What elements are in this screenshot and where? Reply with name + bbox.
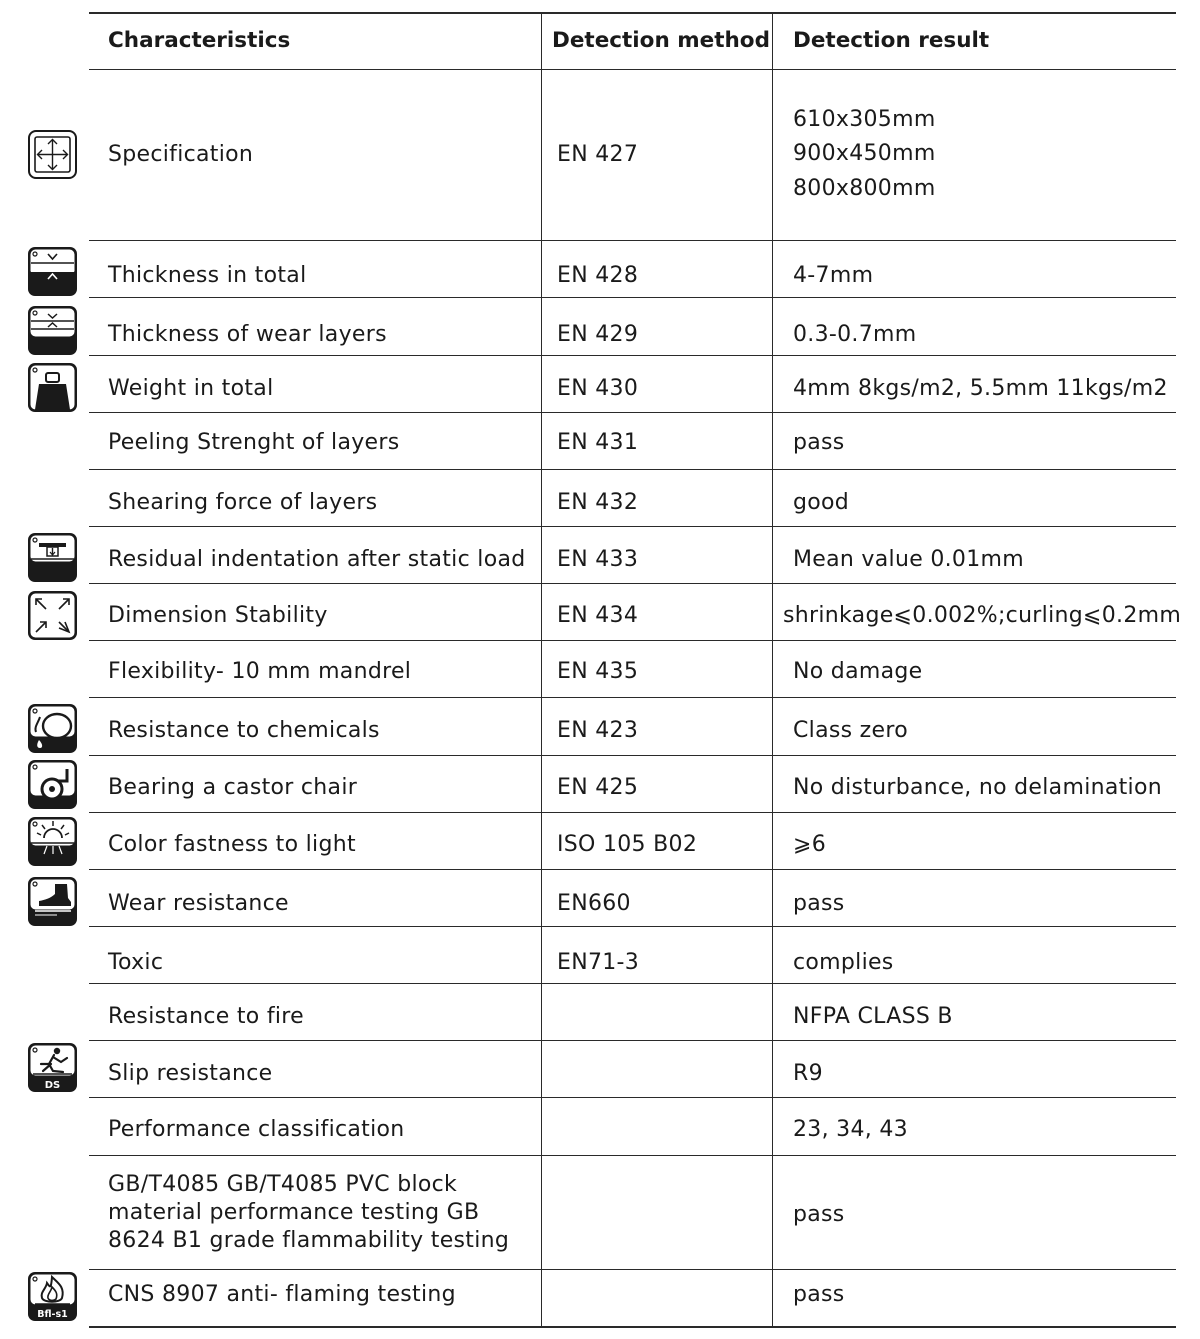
characteristic-cell: Thickness of wear layers [108, 322, 387, 347]
method-cell [557, 1045, 769, 1102]
characteristic-cell: GB/T4085 GB/T4085 PVC block material performance testing GB 8624 B1 grade flammability testing [108, 1172, 510, 1253]
method-cell [557, 1157, 769, 1269]
result-cell: R9 [793, 1061, 823, 1086]
size-arrows-icon [27, 129, 78, 180]
weight-icon [27, 362, 78, 413]
characteristic-cell: CNS 8907 anti- flaming testing [108, 1282, 456, 1307]
chemical-drop-icon [27, 703, 78, 754]
result-cell: 4mm 8kgs/m2, 5.5mm 11kgs/m2 [793, 376, 1168, 401]
result-cell [793, 69, 1173, 240]
result-cell: complies [793, 950, 894, 975]
header-characteristics: Characteristics [108, 28, 291, 53]
column-divider [772, 12, 773, 1328]
result-cell: Mean value 0.01mm [793, 547, 1024, 572]
method-cell: EN 427 [557, 142, 639, 167]
method-cell: EN 433 [557, 547, 639, 572]
result-line: 610x305mm [793, 106, 936, 132]
result-cell: pass [793, 1282, 845, 1307]
characteristic-cell: Resistance to chemicals [108, 718, 380, 743]
characteristic-cell: Specification [108, 142, 254, 167]
characteristic-cell: Bearing a castor chair [108, 775, 358, 800]
result-cell: 0.3-0.7mm [793, 322, 917, 347]
result-cell: good [793, 490, 850, 515]
method-cell: EN 432 [557, 490, 639, 515]
fire-badge-label: Bfl-s1 [37, 1309, 68, 1320]
result-line: 800x800mm [793, 175, 936, 201]
slip-badge-label: DS [44, 1080, 61, 1091]
method-cell: EN 435 [557, 659, 639, 684]
result-line: 900x450mm [793, 141, 936, 167]
method-cell [557, 1266, 769, 1323]
characteristic-cell: Resistance to fire [108, 1004, 304, 1029]
wear-layer-thickness-icon [27, 305, 78, 356]
column-divider [541, 12, 542, 1328]
method-cell: EN 434 [557, 603, 639, 628]
slip-resistance-icon [27, 1042, 78, 1093]
characteristic-cell: Shearing force of layers [108, 490, 378, 515]
result-cell: 4-7mm [793, 263, 874, 288]
result-cell: pass [793, 430, 845, 455]
header-detection-result: Detection result [793, 28, 990, 53]
header-detection-method: Detection method [552, 28, 770, 53]
method-cell: EN 423 [557, 718, 639, 743]
method-cell: ISO 105 B02 [557, 832, 698, 857]
result-cell: No damage [793, 659, 923, 684]
result-cell: Class zero [793, 718, 908, 743]
shoe-wear-icon [27, 876, 78, 927]
result-cell: ⩾6 [793, 832, 827, 857]
characteristic-cell: Thickness in total [108, 263, 307, 288]
method-cell [557, 1101, 769, 1158]
method-cell: EN 430 [557, 376, 639, 401]
characteristic-cell: Peeling Strenght of layers [108, 430, 400, 455]
result-cell: No disturbance, no delamination [793, 775, 1162, 800]
characteristic-cell: Toxic [108, 950, 164, 975]
row-rule [89, 240, 1176, 241]
method-cell: EN660 [557, 891, 631, 916]
result-cell: 23, 34, 43 [793, 1117, 908, 1142]
characteristic-cell: Dimension Stability [108, 603, 328, 628]
result-cell: NFPA CLASS B [793, 1004, 953, 1029]
method-cell [557, 988, 769, 1045]
sun-light-icon [27, 816, 78, 867]
characteristic-cell: Weight in total [108, 376, 274, 401]
result-cell: pass [793, 891, 845, 916]
characteristic-cell: Flexibility- 10 mm mandrel [108, 659, 412, 684]
method-cell: EN 431 [557, 430, 639, 455]
static-load-icon [27, 532, 78, 583]
fire-rating-icon [27, 1271, 78, 1322]
castor-chair-icon [27, 759, 78, 810]
result-cell: shrinkage⩽0.002%;curling⩽0.2mm [783, 603, 1182, 628]
method-cell: EN 429 [557, 322, 639, 347]
characteristic-cell: Slip resistance [108, 1061, 273, 1086]
characteristic-cell: Color fastness to light [108, 832, 356, 857]
characteristic-cell: Wear resistance [108, 891, 289, 916]
thickness-total-icon [27, 246, 78, 297]
dimension-stability-icon [27, 590, 78, 641]
table-bottom-rule [89, 1326, 1176, 1328]
method-cell: EN 428 [557, 263, 639, 288]
result-cell: pass [793, 1201, 845, 1227]
method-cell: EN 425 [557, 775, 639, 800]
characteristic-cell: Performance classification [108, 1117, 405, 1142]
characteristic-cell: Residual indentation after static load [108, 547, 526, 572]
method-cell: EN71-3 [557, 950, 640, 975]
